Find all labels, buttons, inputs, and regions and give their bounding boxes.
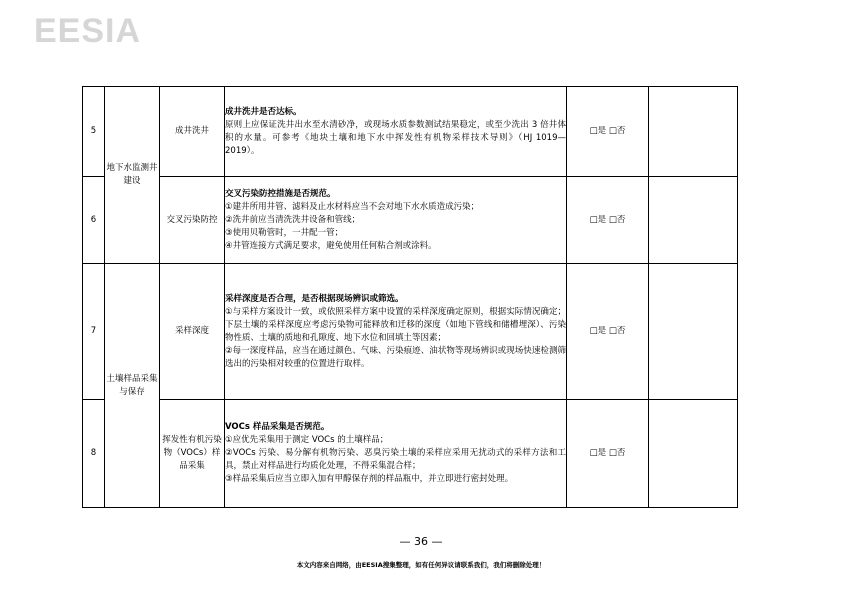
remarks-cell (649, 400, 738, 508)
item-cell: 交叉污染防控 (160, 177, 225, 264)
row-number: 6 (83, 177, 105, 264)
content-cell (225, 400, 567, 508)
content-line: ③使用贝勒管时，一井配一管； (225, 227, 344, 238)
result-checkbox[interactable]: □是 □否 (567, 87, 649, 177)
table-row (83, 264, 738, 400)
content-heading: VOCs 样品采集是否规范。 (225, 422, 330, 432)
content-line: ①应优先采集用于测定 VOCs 的土壤样品； (225, 435, 389, 445)
result-checkbox[interactable]: □是 □否 (567, 400, 649, 508)
content-line: ②洗井前应当清洗洗井设备和管线； (225, 214, 361, 225)
row-number: 8 (83, 400, 105, 508)
remarks-cell (649, 264, 738, 400)
item-cell: 采样深度 (160, 264, 225, 400)
checklist-table (82, 86, 738, 508)
remarks-cell (649, 177, 738, 264)
table-row (83, 177, 738, 264)
item-cell: 挥发性有机污染物（VOCs）样品采集 (160, 400, 225, 508)
page-number: — 36 — (399, 535, 443, 548)
footer-notice: 本文内容来自网络，由EESIA搜集整理，如有任何异议请联系我们，我们将删除处理！ (296, 561, 546, 569)
content-cell (225, 264, 567, 400)
content-line: ①建井所用井管、滤料及止水材料应当不会对地下水水质造成污染； (225, 201, 480, 212)
content-line: ③样品采集后应当立即入加有甲醇保存剂的样品瓶中，并立即进行密封处理。 (225, 474, 514, 484)
content-line: ④井管连接方式满足要求，避免使用任何粘合剂或涂料。 (225, 240, 437, 251)
category-cell: 土壤样品采集与保存 (105, 264, 160, 508)
result-checkbox[interactable]: □是 □否 (567, 177, 649, 264)
result-checkbox[interactable]: □是 □否 (567, 264, 649, 400)
content-heading: 交叉污染防控措施是否规范。 (225, 188, 336, 199)
row-number: 5 (83, 87, 105, 177)
eesia-logo: EESIA (34, 12, 142, 50)
row-number: 7 (83, 264, 105, 400)
content-line: ②每一深度样品，应当在通过颜色、气味、污染痕迹、油状物等现场辨识或现场快速检测筛选出的污染相对较重的位置进行取样。 (225, 345, 566, 369)
content-line: ①与采样方案设计一致，或依照采样方案中设置的采样深度确定原则，根据实际情况确定；下层土壤的采样深度应考虑污染物可能释放和迁移的深度（如地下管线和储槽埋深）、污染物性质、土壤的质地和孔隙度、地下水位和回填土等因素； (225, 306, 566, 343)
item-cell: 成井洗井 (160, 87, 225, 177)
category-cell: 地下水监测井建设 (105, 87, 160, 264)
table-row (83, 87, 738, 177)
content-cell (225, 87, 567, 177)
content-heading: 成井洗井是否达标。 (225, 106, 302, 117)
content-line: ②VOCs 污染、易分解有机物污染、恶臭污染土壤的采样应采用无扰动式的采样方法和工具，禁止对样品进行均质化处理，不得采集混合样； (225, 448, 566, 471)
content-heading: 采样深度是否合理，是否根据现场辨识或筛选。 (225, 293, 404, 304)
content-line: 原则上应保证洗井出水至水清砂净，或现场水质参数测试结果稳定，或至少洗出 3 倍井体积的水量。可参考《地块土壤和地下水中挥发性有机物采样技术导则》（HJ 1019—2019）。 (225, 119, 566, 156)
content-cell (225, 177, 567, 264)
remarks-cell (649, 87, 738, 177)
table-row (83, 400, 738, 508)
